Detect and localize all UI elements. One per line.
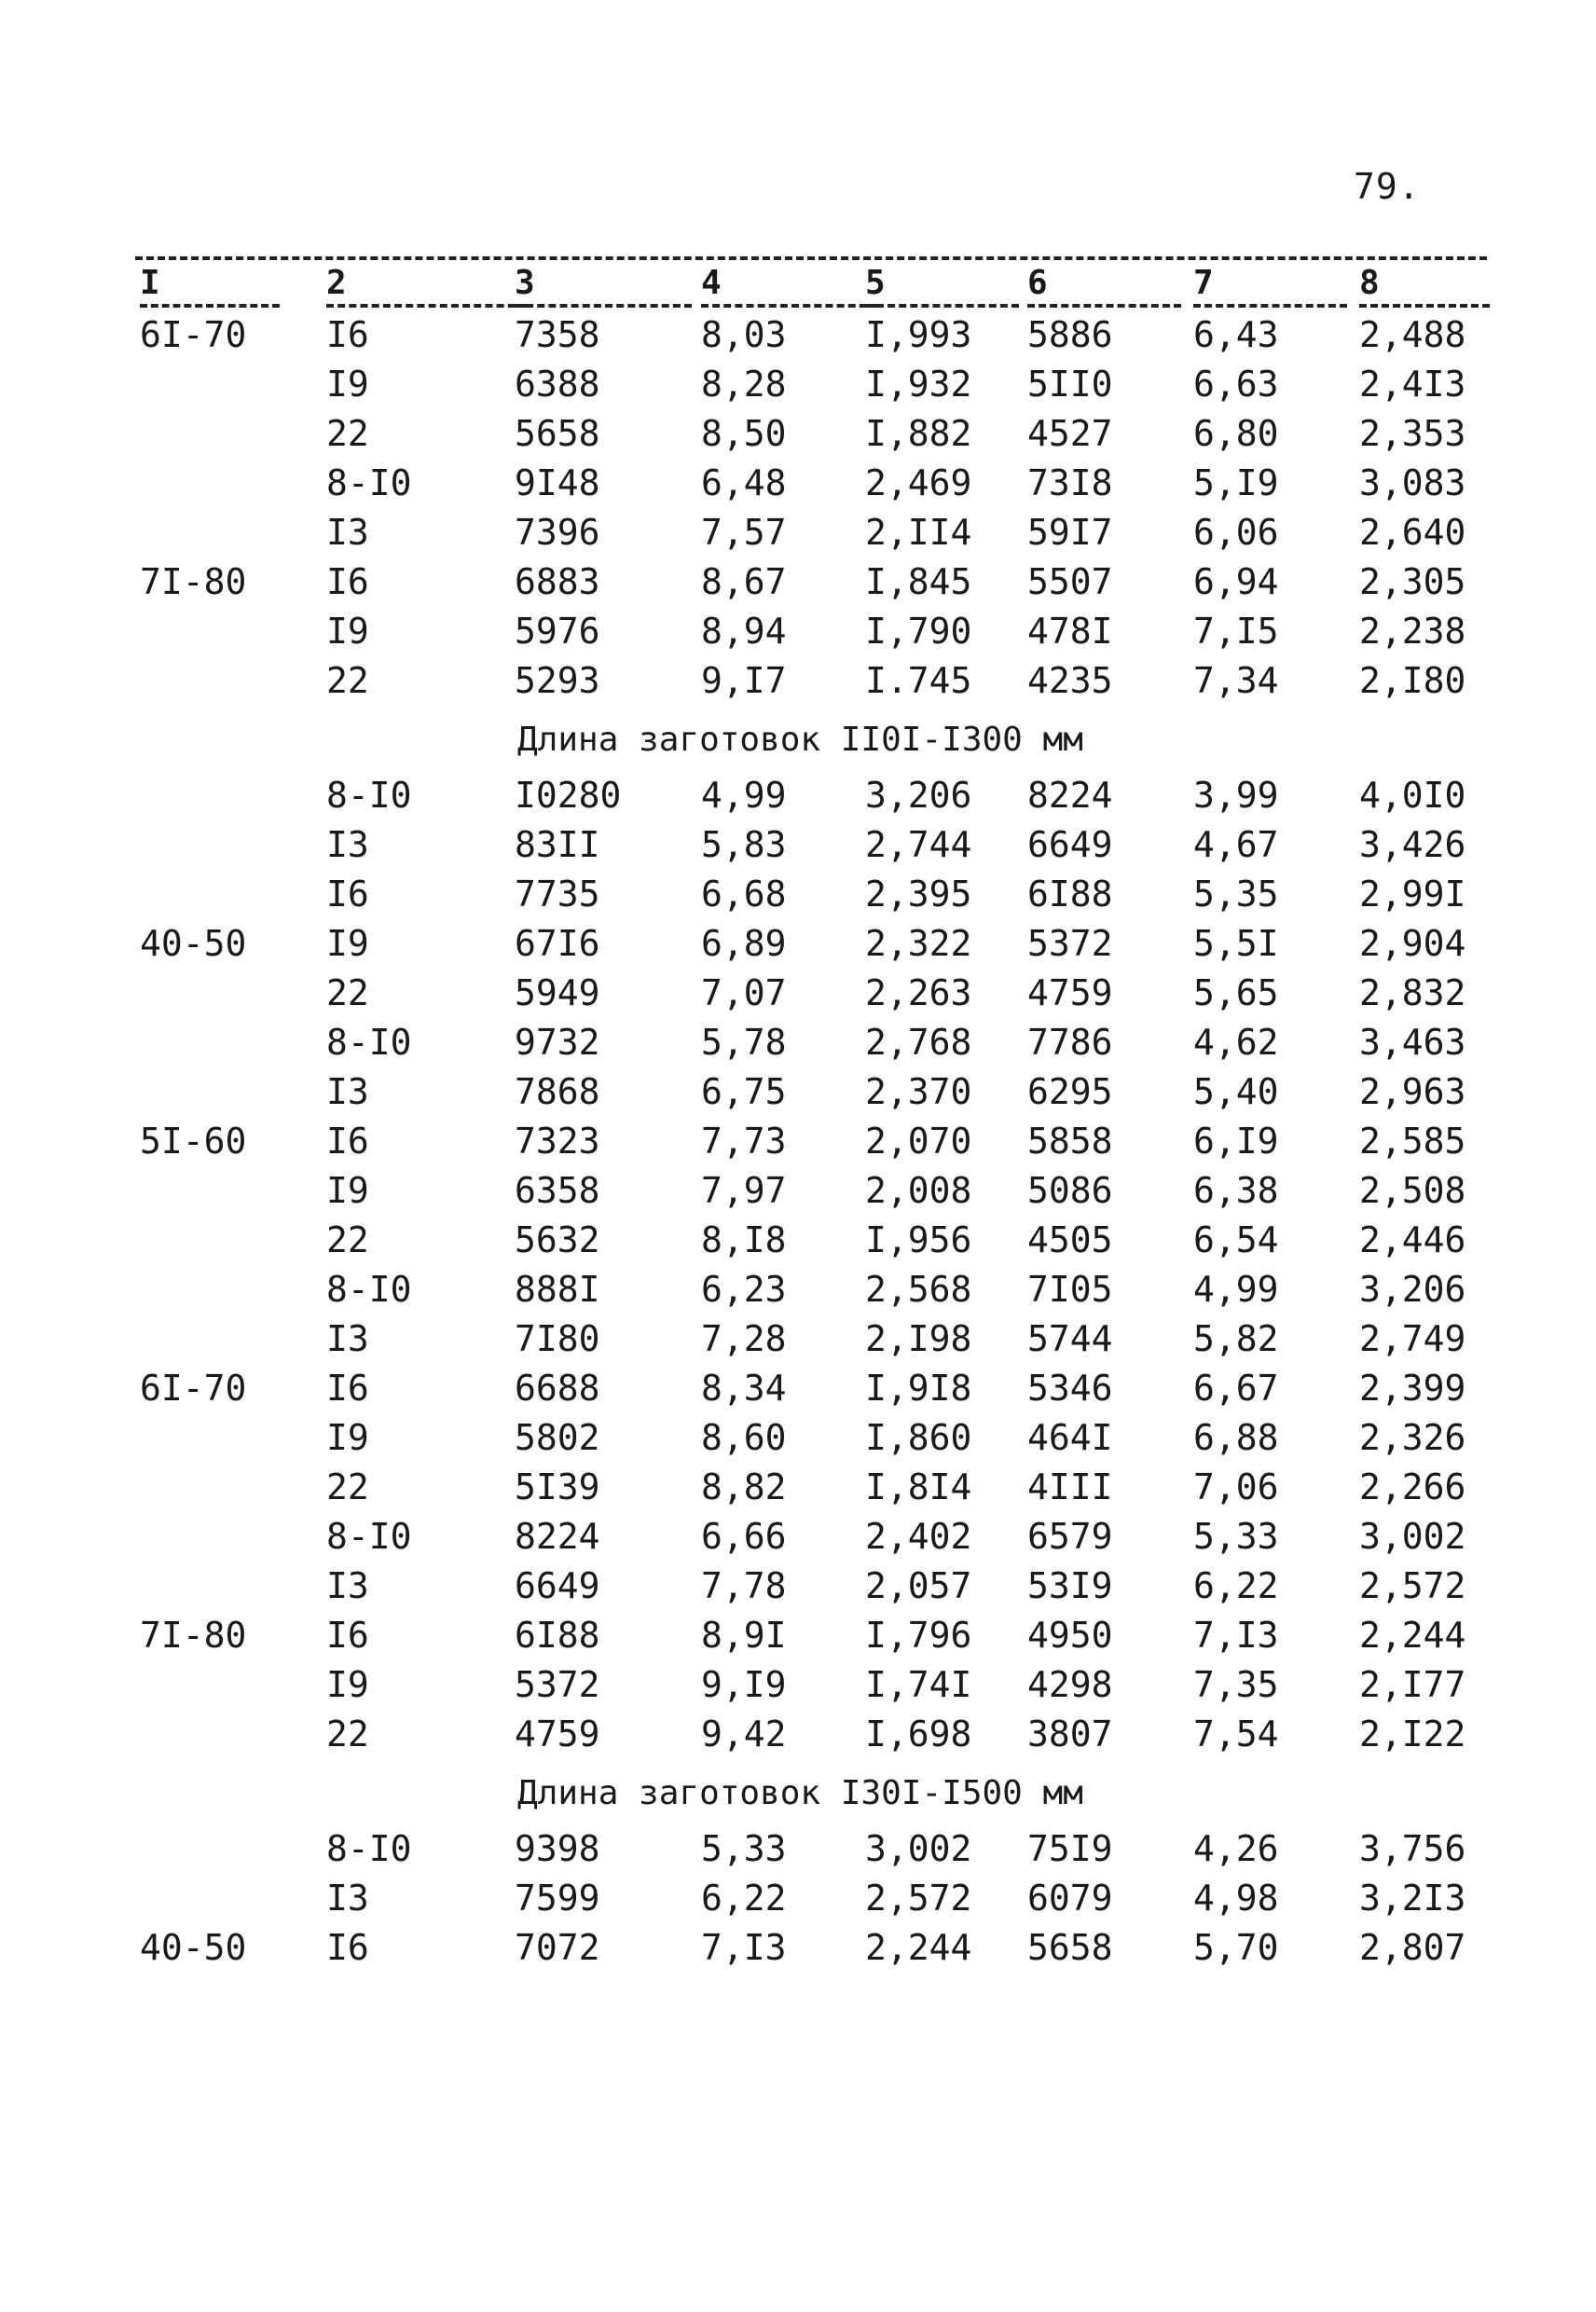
table-cell-col-2: 22 [326,413,369,454]
table-cell-col-8: 3,756 [1359,1828,1466,1869]
table-cell-col-2: I6 [326,874,369,915]
table-cell-col-6: 7786 [1027,1022,1113,1063]
table-cell-col-3: 9732 [515,1022,600,1063]
table-cell-col-6: 7I05 [1027,1269,1113,1310]
table-cell-col-4: 9,42 [701,1713,787,1755]
table-cell-col-7: 5,I9 [1193,462,1279,503]
table-cell-col-2: 8-I0 [326,1022,412,1063]
table-cell-col-4: 8,I8 [701,1219,787,1260]
table-cell-col-6: 4505 [1027,1219,1113,1260]
table-cell-col-6: 6649 [1027,824,1113,865]
column-header-8: 8 [1359,264,1490,308]
table-cell-col-2: 22 [326,1219,369,1260]
table-cell-col-5: I,796 [865,1615,972,1656]
table-cell-col-5: 2,572 [865,1878,972,1919]
table-cell-col-5: 2,402 [865,1516,972,1557]
table-cell-col-6: 3807 [1027,1713,1113,1755]
column-header-3: 3 [515,264,692,308]
table-row [0,1413,1596,1463]
table-cell-col-4: 6,66 [701,1516,787,1557]
table-cell-col-8: 4,0I0 [1359,775,1466,816]
table-cell-col-7: 5,5I [1193,923,1279,964]
table-cell-col-4: 8,03 [701,314,787,355]
table-cell-col-2: I9 [326,1664,369,1705]
table-cell-col-7: 4,67 [1193,824,1279,865]
table-cell-col-2: I6 [326,314,369,355]
table-cell-col-8: 3,206 [1359,1269,1466,1310]
table-cell-col-4: 7,97 [701,1170,787,1211]
table-cell-col-3: 5632 [515,1219,600,1260]
table-cell-col-1: 7I-80 [140,561,247,602]
column-header-2: 2 [326,264,527,308]
table-cell-col-3: 7I80 [515,1318,600,1359]
table-cell-col-4: 5,83 [701,824,787,865]
table-cell-col-7: 6,06 [1193,512,1279,553]
table-cell-col-8: 2,4I3 [1359,364,1466,405]
table-cell-col-6: 478I [1027,611,1113,652]
table-cell-col-3: 9398 [515,1828,600,1869]
table-cell-col-4: 6,75 [701,1071,787,1112]
table-cell-col-7: 4,62 [1193,1022,1279,1063]
table-cell-col-5: 2,057 [865,1565,972,1606]
table-cell-col-8: 2,807 [1359,1927,1466,1968]
table-cell-col-4: 8,67 [701,561,787,602]
table-cell-col-6: 75I9 [1027,1828,1113,1869]
table-cell-col-3: 6688 [515,1368,600,1409]
table-cell-col-7: 4,98 [1193,1878,1279,1919]
table-cell-col-6: 53I9 [1027,1565,1113,1606]
table-cell-col-6: 8224 [1027,775,1113,816]
table-cell-col-5: 3,206 [865,775,972,816]
table-cell-col-3: 9I48 [515,462,600,503]
table-cell-col-3: 7599 [515,1878,600,1919]
table-cell-col-4: 9,I9 [701,1664,787,1705]
table-row [0,820,1596,870]
table-cell-col-1: 7I-80 [140,1615,247,1656]
table-row [0,409,1596,459]
table-cell-col-5: 2,568 [865,1269,972,1310]
table-cell-col-2: I3 [326,512,369,553]
table-cell-col-6: 4527 [1027,413,1113,454]
table-cell-col-6: 464I [1027,1417,1113,1458]
table-cell-col-8: 3,426 [1359,824,1466,865]
table-cell-col-5: I,882 [865,413,972,454]
table-cell-col-8: 2,585 [1359,1121,1466,1162]
table-row [0,1216,1596,1265]
table-row [0,1364,1596,1413]
table-row [0,1117,1596,1166]
table-cell-col-7: 5,40 [1193,1071,1279,1112]
table-cell-col-8: 2,244 [1359,1615,1466,1656]
table-cell-col-3: I0280 [515,775,622,816]
table-cell-col-5: I,698 [865,1713,972,1755]
table-cell-col-3: 7735 [515,874,600,915]
table-cell-col-7: 4,26 [1193,1828,1279,1869]
table-cell-col-7: 6,88 [1193,1417,1279,1458]
table-cell-col-7: 5,70 [1193,1927,1279,1968]
table-cell-col-8: 3,463 [1359,1022,1466,1063]
table-cell-col-6: 6I88 [1027,874,1113,915]
table-cell-col-7: 7,34 [1193,660,1279,701]
table-cell-col-7: 5,35 [1193,874,1279,915]
table-cell-col-4: 6,23 [701,1269,787,1310]
table-cell-col-3: 4759 [515,1713,600,1755]
table-cell-col-8: 2,I77 [1359,1664,1466,1705]
table-row [0,969,1596,1018]
table-cell-col-3: 67I6 [515,923,600,964]
table-cell-col-4: 8,94 [701,611,787,652]
table-cell-col-3: 5I39 [515,1466,600,1507]
table-cell-col-4: 6,22 [701,1878,787,1919]
table-cell-col-5: 2,I98 [865,1318,972,1359]
table-cell-col-4: 8,82 [701,1466,787,1507]
table-cell-col-2: 8-I0 [326,1269,412,1310]
table-cell-col-2: I3 [326,1878,369,1919]
table-cell-col-6: 4235 [1027,660,1113,701]
table-cell-col-8: 2,904 [1359,923,1466,964]
table-cell-col-8: 2,488 [1359,314,1466,355]
column-header-7: 7 [1193,264,1347,308]
column-header-5: 5 [865,264,1019,308]
table-cell-col-5: I,993 [865,314,972,355]
table-cell-col-7: 3,99 [1193,775,1279,816]
table-cell-col-5: I,8I4 [865,1466,972,1507]
table-cell-col-6: 5658 [1027,1927,1113,1968]
table-cell-col-4: 4,99 [701,775,787,816]
table-row [0,1874,1596,1923]
column-header-4: 4 [701,264,878,308]
table-cell-col-2: I3 [326,1071,369,1112]
table-row [0,557,1596,607]
table-cell-col-7: 6,22 [1193,1565,1279,1606]
table-cell-col-2: 22 [326,1466,369,1507]
table-cell-col-5: 2,263 [865,972,972,1013]
table-cell-col-5: 2,744 [865,824,972,865]
table-cell-col-5: 2,469 [865,462,972,503]
table-cell-col-5: I,9I8 [865,1368,972,1409]
table-cell-col-5: 2,395 [865,874,972,915]
table-row [0,656,1596,706]
table-cell-col-2: 22 [326,660,369,701]
section-caption: Длина заготовок I30I-I500 мм [517,1774,1083,1812]
table-cell-col-6: 5886 [1027,314,1113,355]
table-cell-col-2: 22 [326,972,369,1013]
table-cell-col-6: 5II0 [1027,364,1113,405]
table-cell-col-6: 4298 [1027,1664,1113,1705]
table-row [0,919,1596,969]
table-cell-col-3: 5372 [515,1664,600,1705]
table-cell-col-4: 6,68 [701,874,787,915]
table-cell-col-3: 6649 [515,1565,600,1606]
table-row [0,1067,1596,1117]
table-cell-col-8: 2,572 [1359,1565,1466,1606]
table-cell-col-7: 5,65 [1193,972,1279,1013]
table-row [0,1562,1596,1611]
table-cell-col-4: 6,89 [701,923,787,964]
page-number: 79. [1354,166,1421,207]
table-cell-col-7: 6,I9 [1193,1121,1279,1162]
table-cell-col-7: 6,94 [1193,561,1279,602]
table-cell-col-1: 40-50 [140,923,247,964]
table-cell-col-2: 8-I0 [326,775,412,816]
table-cell-col-5: I,74I [865,1664,972,1705]
table-cell-col-4: 7,57 [701,512,787,553]
table-cell-col-2: I6 [326,1927,369,1968]
table-cell-col-8: 2,749 [1359,1318,1466,1359]
table-cell-col-7: 5,82 [1193,1318,1279,1359]
table-cell-col-6: 5744 [1027,1318,1113,1359]
table-row [0,1314,1596,1364]
top-dashed-rule [135,256,1487,260]
table-cell-col-5: I,956 [865,1219,972,1260]
table-cell-col-8: 3,083 [1359,462,1466,503]
table-cell-col-7: 6,80 [1193,413,1279,454]
table-cell-col-4: 7,78 [701,1565,787,1606]
table-cell-col-3: 7072 [515,1927,600,1968]
table-cell-col-4: 5,78 [701,1022,787,1063]
table-cell-col-2: 22 [326,1713,369,1755]
table-cell-col-8: 3,002 [1359,1516,1466,1557]
table-cell-col-8: 3,2I3 [1359,1878,1466,1919]
table-cell-col-8: 2,99I [1359,874,1466,915]
table-cell-col-5: I.745 [865,660,972,701]
table-cell-col-2: I3 [326,1565,369,1606]
table-row [0,1710,1596,1759]
table-cell-col-5: I,932 [865,364,972,405]
table-cell-col-2: I9 [326,1417,369,1458]
table-header [0,264,1596,309]
table-cell-col-6: 4759 [1027,972,1113,1013]
table-row [0,771,1596,820]
table-cell-col-7: 7,I3 [1193,1615,1279,1656]
table-cell-col-2: I9 [326,1170,369,1211]
table-cell-col-2: 8-I0 [326,1516,412,1557]
table-row [0,310,1596,360]
table-cell-col-1: 40-50 [140,1927,247,1968]
section-caption: Длина заготовок II0I-I300 мм [517,721,1083,759]
table-cell-col-5: 2,070 [865,1121,972,1162]
table-cell-col-8: 2,266 [1359,1466,1466,1507]
table-cell-col-5: 2,008 [865,1170,972,1211]
table-cell-col-7: 7,06 [1193,1466,1279,1507]
table-cell-col-4: 8,50 [701,413,787,454]
table-row [0,508,1596,557]
table-cell-col-1: 5I-60 [140,1121,247,1162]
table-cell-col-4: 5,33 [701,1828,787,1869]
table-row [0,1166,1596,1216]
table-cell-col-3: 5976 [515,611,600,652]
table-cell-col-8: 2,I22 [1359,1713,1466,1755]
table-cell-col-6: 73I8 [1027,462,1113,503]
table-cell-col-2: I3 [326,1318,369,1359]
table-cell-col-5: 2,244 [865,1927,972,1968]
table-cell-col-8: 2,I80 [1359,660,1466,701]
table-cell-col-3: 5802 [515,1417,600,1458]
table-cell-col-7: 7,54 [1193,1713,1279,1755]
table-cell-col-5: 2,II4 [865,512,972,553]
table-cell-col-7: 6,67 [1193,1368,1279,1409]
table-cell-col-6: 6579 [1027,1516,1113,1557]
table-cell-col-2: I6 [326,561,369,602]
table-cell-col-2: I6 [326,1121,369,1162]
table-cell-col-8: 2,832 [1359,972,1466,1013]
table-cell-col-4: 7,I3 [701,1927,787,1968]
table-cell-col-7: 6,63 [1193,364,1279,405]
table-row [0,459,1596,508]
table-cell-col-2: I9 [326,611,369,652]
table-cell-col-2: I3 [326,824,369,865]
table-cell-col-8: 2,399 [1359,1368,1466,1409]
table-cell-col-6: 6295 [1027,1071,1113,1112]
table-cell-col-5: I,860 [865,1417,972,1458]
table-cell-col-2: I9 [326,364,369,405]
column-header-1: I [140,264,280,308]
table-cell-col-7: 7,I5 [1193,611,1279,652]
table-cell-col-3: 7868 [515,1071,600,1112]
table-cell-col-3: 6I88 [515,1615,600,1656]
table-cell-col-2: I6 [326,1615,369,1656]
table-cell-col-8: 2,963 [1359,1071,1466,1112]
table-cell-col-7: 4,99 [1193,1269,1279,1310]
table-cell-col-3: 5949 [515,972,600,1013]
table-cell-col-4: 7,07 [701,972,787,1013]
table-cell-col-6: 5858 [1027,1121,1113,1162]
table-cell-col-6: 59I7 [1027,512,1113,553]
table-row [0,1824,1596,1874]
table-cell-col-3: 8224 [515,1516,600,1557]
table-row [0,1018,1596,1067]
table-cell-col-2: I6 [326,1368,369,1409]
table-cell-col-4: 6,48 [701,462,787,503]
table-cell-col-1: 6I-70 [140,1368,247,1409]
table-cell-col-6: 5372 [1027,923,1113,964]
table-cell-col-8: 2,508 [1359,1170,1466,1211]
table-cell-col-7: 7,35 [1193,1664,1279,1705]
table-cell-col-8: 2,326 [1359,1417,1466,1458]
table-cell-col-3: 7323 [515,1121,600,1162]
table-cell-col-6: 5086 [1027,1170,1113,1211]
table-cell-col-7: 6,43 [1193,314,1279,355]
table-cell-col-3: 7358 [515,314,600,355]
table-row [0,1512,1596,1562]
table-cell-col-4: 8,9I [701,1615,787,1656]
table-row [0,1611,1596,1660]
table-cell-col-4: 8,34 [701,1368,787,1409]
table-cell-col-5: 2,370 [865,1071,972,1112]
section-caption-row [0,1759,1596,1824]
column-header-6: 6 [1027,264,1181,308]
table-cell-col-5: 2,322 [865,923,972,964]
table-cell-col-6: 6079 [1027,1878,1113,1919]
table-cell-col-4: 7,73 [701,1121,787,1162]
table-row [0,607,1596,656]
table-cell-col-3: 6883 [515,561,600,602]
table-cell-col-6: 5346 [1027,1368,1113,1409]
table-cell-col-6: 5507 [1027,561,1113,602]
table-row [0,360,1596,409]
table-cell-col-2: I9 [326,923,369,964]
table-cell-col-3: 5658 [515,413,600,454]
table-cell-col-5: I,845 [865,561,972,602]
table-cell-col-3: 7396 [515,512,600,553]
section-caption-row [0,706,1596,771]
table-cell-col-6: 4950 [1027,1615,1113,1656]
table-cell-col-3: 888I [515,1269,600,1310]
table-cell-col-2: 8-I0 [326,1828,412,1869]
table-cell-col-5: 3,002 [865,1828,972,1869]
table-cell-col-2: 8-I0 [326,462,412,503]
table-row [0,1923,1596,1973]
table-cell-col-7: 6,38 [1193,1170,1279,1211]
table-cell-col-1: 6I-70 [140,314,247,355]
table-cell-col-3: 83II [515,824,600,865]
table-cell-col-8: 2,305 [1359,561,1466,602]
table-cell-col-8: 2,238 [1359,611,1466,652]
table-row [0,1265,1596,1314]
table-cell-col-4: 8,28 [701,364,787,405]
table-cell-col-8: 2,640 [1359,512,1466,553]
table-cell-col-4: 8,60 [701,1417,787,1458]
table-row [0,1463,1596,1512]
table-cell-col-8: 2,446 [1359,1219,1466,1260]
table-cell-col-7: 5,33 [1193,1516,1279,1557]
table-row [0,870,1596,919]
table-cell-col-7: 6,54 [1193,1219,1279,1260]
table-cell-col-5: 2,768 [865,1022,972,1063]
table-cell-col-8: 2,353 [1359,413,1466,454]
table-cell-col-3: 6358 [515,1170,600,1211]
table-cell-col-3: 5293 [515,660,600,701]
table-cell-col-4: 9,I7 [701,660,787,701]
data-table [0,310,1596,1973]
table-cell-col-5: I,790 [865,611,972,652]
table-row [0,1660,1596,1710]
table-cell-col-3: 6388 [515,364,600,405]
table-cell-col-6: 4III [1027,1466,1113,1507]
table-cell-col-4: 7,28 [701,1318,787,1359]
